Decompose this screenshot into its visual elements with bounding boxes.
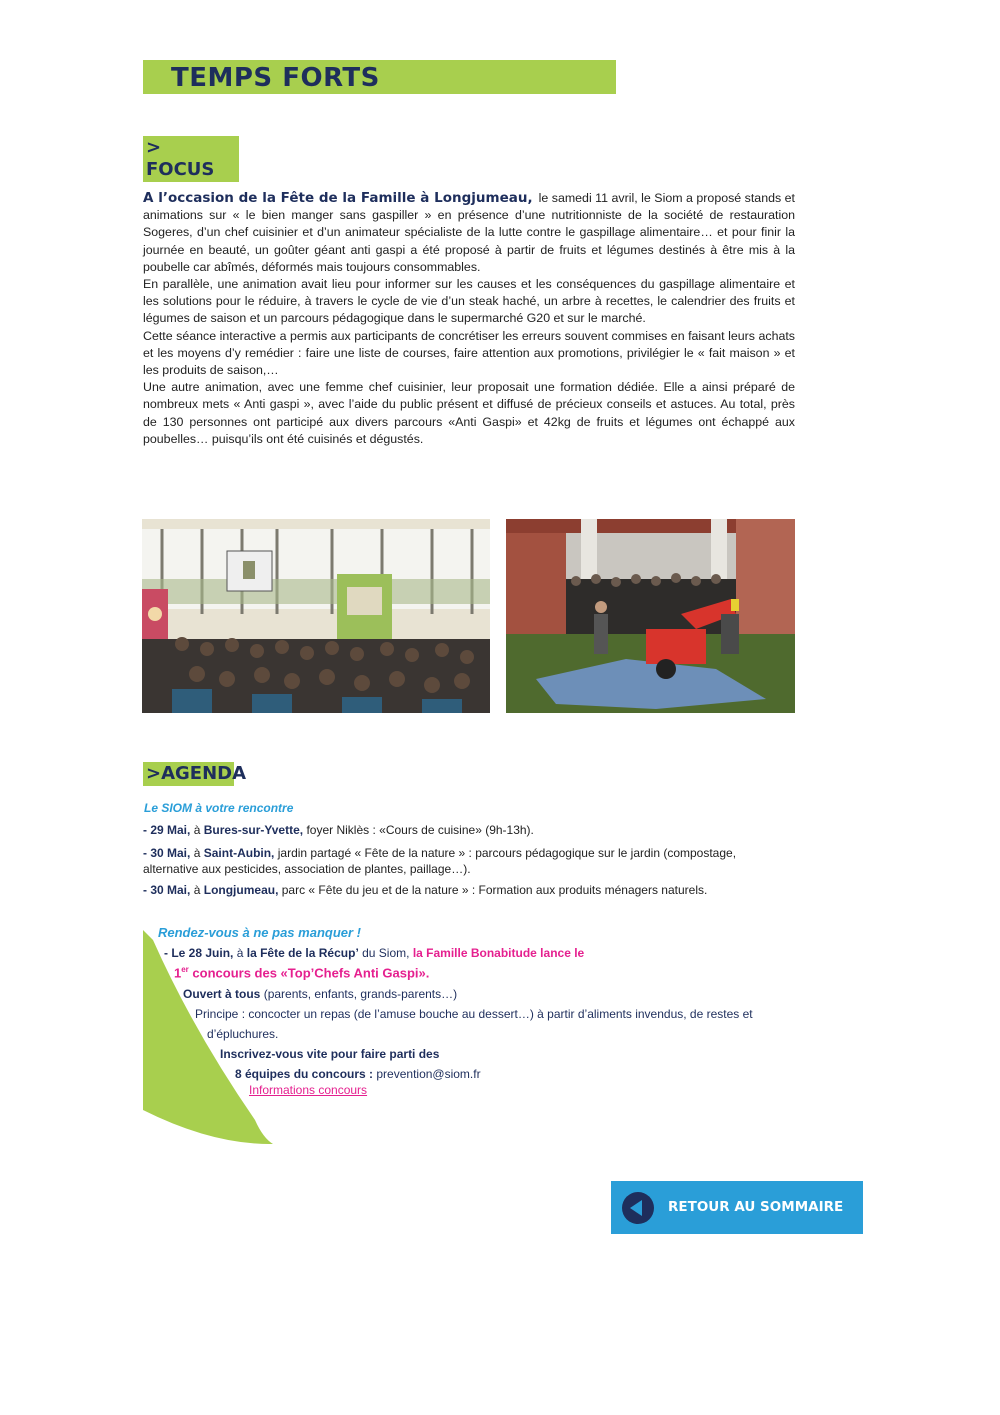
agenda-details: jardin partagé « Fête de la nature » : parcours pédagogique sur le jardin (compostage, alternative aux pesticides, association de plantes, paillage…). bbox=[143, 846, 737, 876]
focus-paragraph-4: Une autre animation, avec une femme chef cuisinier, leur proposait une formation dédiée. Elle a ainsi préparé de nombreux mets « Anti gaspi », avec l’aide du public présent et diffusé de précieux conseils et astuces. Au total, près de 130 personnes ont participé aux divers parcours «Anti Gaspi» et 42kg de fruits et légumes ont échappé aux poubelles… puisqu’ils ont été cuisinés et dégustés. bbox=[143, 380, 795, 446]
agenda-subtitle: Le SIOM à votre rencontre bbox=[144, 801, 294, 815]
focus-article bbox=[143, 190, 795, 448]
agenda-details: parc « Fête du jeu et de la nature » : Formation aux produits ménagers naturels. bbox=[281, 883, 708, 897]
conference-photo bbox=[142, 519, 490, 713]
agenda-date: - 29 Mai, bbox=[143, 823, 191, 837]
agenda-at: à bbox=[193, 823, 201, 837]
focus-lead: A l’occasion de la Fête de la Famille à Longjumeau, bbox=[143, 190, 533, 206]
agenda-place: Longjumeau, bbox=[203, 883, 279, 897]
section-header bbox=[143, 60, 616, 94]
focus-paragraph-3: Cette séance interactive a permis aux participants de concrétiser les erreurs souvent commises en faisant leurs achats et les moyens d’y remédier : faire une liste de courses, faire attention aux promotions, privilégier le « fait maison » et les produits de saison,… bbox=[143, 328, 795, 378]
rdv-teams: 8 équipes du concours : bbox=[235, 1067, 374, 1081]
rdv-title: Rendez-vous à ne pas manquer ! bbox=[158, 925, 361, 940]
agenda-at: à bbox=[193, 883, 201, 897]
agenda-item bbox=[143, 822, 783, 838]
outdoor-demo-photo bbox=[506, 519, 795, 713]
rdv-line-1 bbox=[164, 946, 584, 960]
rdv-organizer: du Siom, bbox=[362, 946, 410, 960]
back-to-summary-label: RETOUR AU SOMMAIRE bbox=[668, 1199, 844, 1215]
rdv-principle: Principe : concocter un repas (de l’amuse bouche au dessert…) à partir d’aliments invendus, de restes et bbox=[195, 1007, 753, 1021]
rdv-event: la Fête de la Récup’ bbox=[246, 946, 359, 960]
focus-paragraph-1 bbox=[143, 190, 795, 276]
agenda-details: foyer Niklès : «Cours de cuisine» (9h-13h). bbox=[306, 823, 534, 837]
page-title: TEMPS FORTS bbox=[171, 63, 380, 93]
agenda-place: Bures-sur-Yvette, bbox=[203, 823, 304, 837]
rdv-line-7 bbox=[235, 1067, 481, 1081]
agenda-place: Saint-Aubin, bbox=[203, 846, 275, 860]
rdv-contest-suffix: er bbox=[181, 965, 189, 974]
contest-info-link[interactable]: Informations concours bbox=[249, 1083, 368, 1097]
back-to-summary-button[interactable] bbox=[611, 1181, 863, 1234]
contact-email[interactable]: prevention@siom.fr bbox=[376, 1067, 481, 1081]
rdv-principle-cont: d’épluchures. bbox=[207, 1027, 279, 1041]
agenda-date: - 30 Mai, bbox=[143, 883, 191, 897]
focus-paragraph-2: En parallèle, une animation avait lieu pour informer sur les causes et les conséquences du gaspillage alimentaire et les solutions pour le réduire, à travers le cycle de vie d’un steak haché, un arbre à recettes, le calendrier des fruits et légumes de saison et un parcours pédagogique dans le supermarché G20 et sur le marché. bbox=[143, 277, 795, 326]
rdv-date: - Le 28 Juin, bbox=[164, 946, 234, 960]
agenda-at: à bbox=[193, 846, 201, 860]
agenda-date: - 30 Mai, bbox=[143, 846, 191, 860]
rdv-announce: la Famille Bonabitude lance le bbox=[412, 946, 585, 960]
rdv-line-3 bbox=[183, 987, 457, 1001]
rdv-contest-name: concours des «Top’Chefs Anti Gaspi». bbox=[192, 965, 430, 981]
rdv-open-to-all: Ouvert à tous bbox=[183, 987, 261, 1001]
rdv-at: à bbox=[236, 946, 244, 960]
rdv-line-2 bbox=[174, 965, 429, 980]
back-arrow-icon bbox=[622, 1192, 654, 1224]
focus-p1-text: le samedi 11 avril, le Siom a proposé stands et animations sur « le bien manger sans gaspiller » en présence d’une nutritionniste de la société de restauration Sogeres, d’un chef cuisinier et d’un animateur spécialiste de la lutte contre le gaspillage alimentaire… et pour finir la journée en beauté, un goûter géant anti gaspi a été proposé à partir de fruits et légumes destinés à être mis à la poubelle car abîmés, déformés mais toujours consommables. bbox=[143, 191, 795, 274]
agenda-item bbox=[143, 845, 783, 877]
agenda-label: >AGENDA bbox=[143, 762, 234, 786]
rdv-signup: Inscrivez-vous vite pour faire parti des bbox=[220, 1047, 440, 1061]
rdv-contest-number: 1 bbox=[174, 965, 182, 981]
rdv-audience: (parents, enfants, grands-parents…) bbox=[263, 987, 458, 1001]
agenda-item bbox=[143, 882, 783, 898]
focus-label: > FOCUS bbox=[143, 136, 239, 182]
